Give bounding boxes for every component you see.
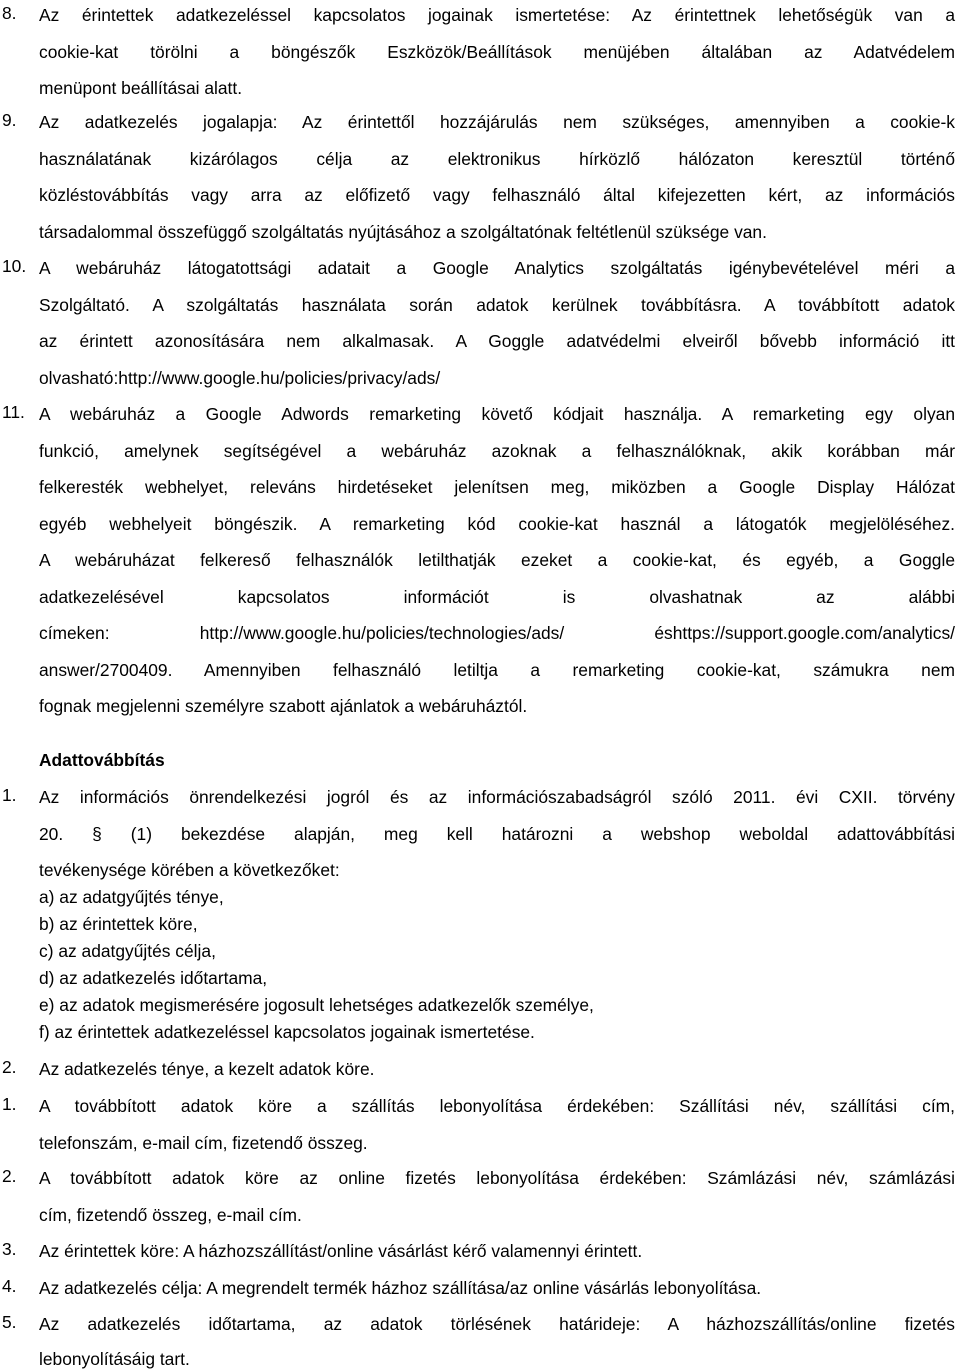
section-heading: Adattovábbítás [39,750,165,770]
list-item-number: 5. [2,1312,17,1332]
list-item-text [39,1094,955,1167]
list-item-text [39,110,955,256]
list-item-text [39,1276,955,1313]
text-line: fognak megjelenni személyre szabott ajánlatok a webáruháztól. [39,696,528,716]
text-line: cím, fizetendő összeg, e-mail cím. [39,1204,302,1225]
text-line: 20. § (1) bekezdése alapján, meg kell határozni a webshop weboldal adattovábbítási [39,823,955,844]
list-item-number: 11. [2,402,25,422]
list-item-number: 3. [2,1239,17,1259]
list-item-text [39,402,955,731]
sub-list-item: e) az adatok megismerésére jogosult lehetséges adatkezelők személye, [39,995,594,1015]
text-line: A webáruházat felkereső felhasználók letilthatják ezeket a cookie-kat, és egyéb, a Goggle [39,550,955,570]
text-line: egyéb webhelyeit böngészik. A remarketing kód cookie-kat használ a látogatók megjelöléséhez. [39,513,955,534]
list-item-number: 2. [2,1166,17,1186]
list-item-number: 9. [2,110,17,130]
text-line: felkeresték webhelyet, releváns hirdetéseket jelenítsen meg, miközben a Google Display Hálózat [39,477,955,497]
text-line: Az érintettek adatkezeléssel kapcsolatos jogainak ismertetése: Az érintettnek lehetőségük van a [39,5,955,25]
list-item-number: 10. [2,256,27,276]
list-item-text [39,3,955,113]
list-item-number: 2. [2,1057,17,1077]
text-line: Az érintettek köre: A házhozszállítást/online vásárlást kérő valamennyi érintett. [39,1241,643,1261]
text-line: közléstovábbítás vagy arra az előfizető vagy felhasználó által kifejezetten kért, az információs [39,185,955,205]
list-item-text [39,1166,955,1239]
list-item-text [39,256,955,402]
text-line: Az adatkezelés időtartama, az adatok törlésének határideje: A házhozszállítás/online fizetés [39,1314,955,1334]
list-item-number: 8. [2,3,17,23]
text-line: tevékenysége körében a következőket: [39,860,340,880]
text-line: az érintett azonosítására nem alkalmasak. A Goggle adatvédelmi elveiről bővebb információ itt [39,331,955,351]
text-line: answer/2700409. Amennyiben felhasználó letiltja a remarketing cookie-kat, számukra nem [39,659,955,680]
text-line: Az adatkezelés jogalapja: Az érintettől hozzájárulás nem szükséges, amennyiben a cookie-k [39,112,955,132]
text-line: adatkezelésével kapcsolatos információt is olvashatnak az alábbi [39,586,955,607]
text-line: A webáruház látogatottsági adatait a Google Analytics szolgáltatás igénybevételével méri a [39,258,955,278]
text-line: használatának kizárólagos célja az elektronikus hírközlő hálózaton keresztül történő [39,148,955,169]
text-line: telefonszám, e-mail cím, fizetendő összeg. [39,1132,368,1153]
list-item-text [39,1239,955,1276]
sub-list-item: a) az adatgyűjtés ténye, [39,887,224,907]
text-line: menüpont beállításai alatt. [39,78,243,98]
text-line: A továbbított adatok köre a szállítás lebonyolítása érdekében: Szállítási név, szállítási cím, [39,1096,955,1116]
list-item-text [39,785,955,1047]
text-line: olvasható:http://www.google.hu/policies/privacy/ads/ [39,367,441,388]
list-item-number: 1. [2,785,17,805]
text-line: Az információs önrendelkezési jogról és az információszabadságról szóló 2011. évi CXII. törvény [39,787,955,807]
list-item-text [39,1312,955,1371]
list-item-number: 4. [2,1276,17,1296]
sub-list-item: b) az érintettek köre, [39,914,198,934]
text-line: lebonyolításáig tart. [39,1349,190,1369]
text-line: címeken: http://www.google.hu/policies/technologies/ads/ éshttps://support.google.com/analytics/ [39,623,955,643]
text-line: funkció, amelynek segítségével a webáruház azoknak a felhasználóknak, akik korábban már [39,440,955,461]
text-line: Szolgáltató. A szolgáltatás használata során adatok kerülnek továbbításra. A továbbított adatok [39,294,955,315]
sub-list-item: d) az adatkezelés időtartama, [39,968,268,988]
sub-list-item: c) az adatgyűjtés célja, [39,941,216,961]
text-line: A továbbított adatok köre az online fizetés lebonyolítása érdekében: Számlázási név, számlázási [39,1168,955,1188]
list-item-text [39,1057,955,1094]
sub-list-item: f) az érintettek adatkezeléssel kapcsolatos jogainak ismertetése. [39,1022,535,1042]
text-line: cookie-kat törölni a böngészők Eszközök/Beállítások menüjében általában az Adatvédelem [39,41,955,62]
text-line: Az adatkezelés célja: A megrendelt termék házhoz szállítása/az online vásárlás lebonyolítása. [39,1278,762,1298]
text-line: társadalommal összefüggő szolgáltatás nyújtásához a szolgáltatónak feltétlenül szüksége van. [39,221,767,242]
text-line: Az adatkezelés ténye, a kezelt adatok köre. [39,1059,375,1079]
text-line: A webáruház a Google Adwords remarketing követő kódjait használja. A remarketing egy olyan [39,404,955,424]
list-item-number: 1. [2,1094,17,1114]
